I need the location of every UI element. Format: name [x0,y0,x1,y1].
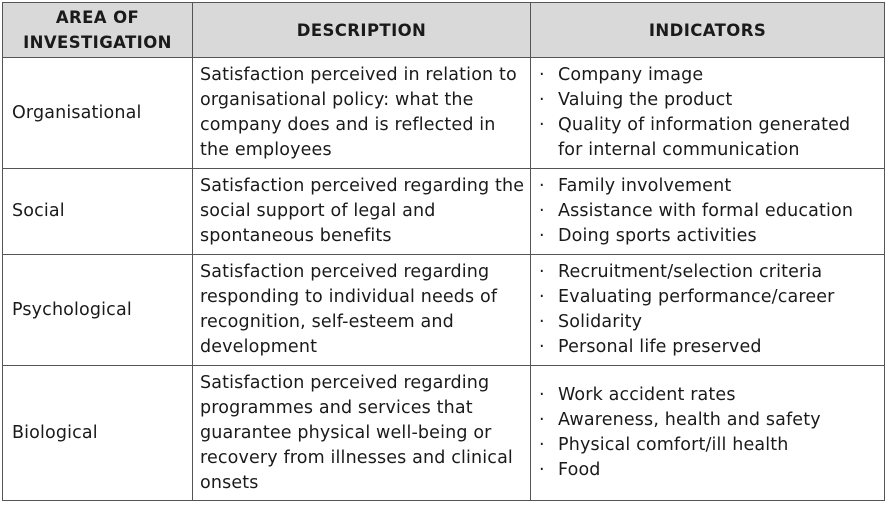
table-row [3,58,885,169]
indicator-item: · Valuing the product [539,88,880,113]
description-cell: Satisfaction perceived regarding the social support of legal and spontaneous benefits [193,169,531,255]
description-cell: Satisfaction perceived in relation to organisational policy: what the company does and is reflected in the employees [193,58,531,169]
indicator-item: · Doing sports activities [539,224,880,249]
indicator-item: · Family involvement [539,174,880,199]
table-row [3,169,885,255]
indicator-item: · Physical comfort/ill health [539,433,880,458]
indicator-item: · Recruitment/selection criteria [539,260,880,285]
indicator-item: · Awareness, health and safety [539,408,880,433]
table-row [3,255,885,366]
indicator-item: · Assistance with formal education [539,199,880,224]
area-cell: Psychological [3,255,193,366]
indicator-list [539,383,880,483]
indicator-item: · Solidarity [539,310,880,335]
area-cell: Social [3,169,193,255]
header-area: AREA OF INVESTIGATION [3,3,193,58]
description-cell: Satisfaction perceived regarding responding to individual needs of recognition, self-esteem and development [193,255,531,366]
table-row [3,366,885,501]
indicators-cell [531,366,885,501]
header-row [3,3,885,58]
area-cell: Biological [3,366,193,501]
indicators-cell [531,169,885,255]
indicator-item: · Work accident rates [539,383,880,408]
header-description: DESCRIPTION [193,3,531,58]
indicator-list [539,63,880,163]
indicators-cell [531,255,885,366]
indicator-item: · Company image [539,63,880,88]
indicator-list [539,260,880,360]
description-cell: Satisfaction perceived regarding programmes and services that guarantee physical well-being or recovery from illnesses and clinical onsets [193,366,531,501]
indicator-item: · Personal life preserved [539,335,880,360]
indicator-list [539,174,880,249]
header-indicators: INDICATORS [531,3,885,58]
indicators-cell [531,58,885,169]
investigation-table [2,2,885,501]
area-cell: Organisational [3,58,193,169]
indicator-item: · Quality of information generated for internal communication [539,113,880,163]
indicator-item: · Food [539,458,880,483]
indicator-item: · Evaluating performance/career [539,285,880,310]
